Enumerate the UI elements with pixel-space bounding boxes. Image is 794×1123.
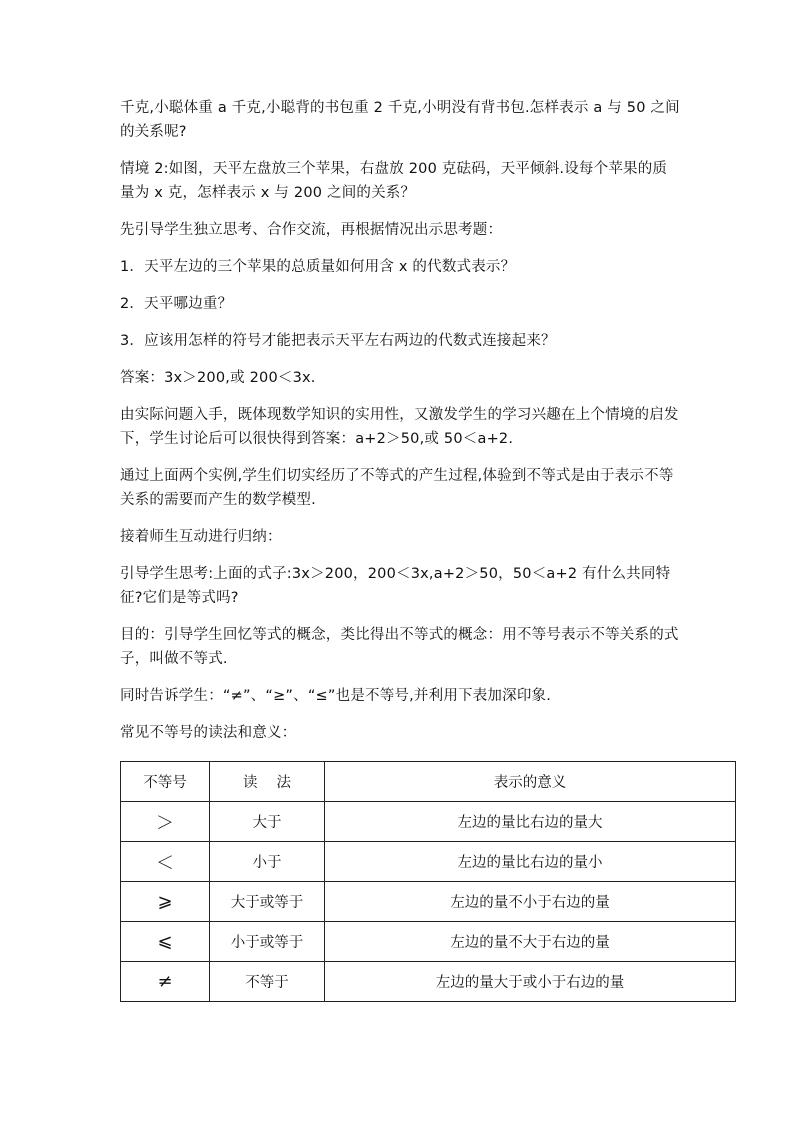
paragraph: 同时告诉学生：“≠”、“≥”、“≤”也是不等号,并利用下表加深印象. <box>120 688 552 704</box>
answer: 答案：3x＞200,或 200＜3x. <box>120 370 316 386</box>
question-1: 1．天平左边的三个苹果的总质量如何用含 x 的代数式表示？ <box>120 259 516 275</box>
meaning-cell: 左边的量大于或小于右边的量 <box>325 962 736 1002</box>
header-symbol: 不等号 <box>121 762 210 802</box>
table-row <box>121 802 736 842</box>
table-caption: 常见不等号的读法和意义： <box>120 725 297 741</box>
question-3: 3．应该用怎样的符号才能把表示天平左右两边的代数式连接起来？ <box>120 333 556 349</box>
table-row <box>121 842 736 882</box>
symbol-cell: ＞ <box>121 802 210 842</box>
header-meaning: 表示的意义 <box>325 762 736 802</box>
reading-cell: 大于 <box>210 802 325 842</box>
paragraph: 接着师生互动进行归纳： <box>120 529 282 545</box>
meaning-cell: 左边的量比右边的量大 <box>325 802 736 842</box>
table-header-row <box>121 762 736 802</box>
symbol-cell: ≠ <box>121 962 210 1002</box>
reading-cell: 小于 <box>210 842 325 882</box>
paragraph: 千克,小聪体重 a 千克,小聪背的书包重 2 千克,小明没有背书包.怎样表示 a 与 50 之间的关系呢? <box>120 100 680 140</box>
table-row <box>121 962 736 1002</box>
symbol-cell: ⩾ <box>121 882 210 922</box>
table-row <box>121 882 736 922</box>
meaning-cell: 左边的量不大于右边的量 <box>325 922 736 962</box>
symbol-cell: ＜ <box>121 842 210 882</box>
paragraph: 情境 2:如图，天平左盘放三个苹果，右盘放 200 克砝码，天平倾斜.设每个苹果的质量为 x 克，怎样表示 x 与 200 之间的关系？ <box>120 161 668 201</box>
reading-cell: 大于或等于 <box>210 882 325 922</box>
meaning-cell: 左边的量比右边的量小 <box>325 842 736 882</box>
paragraph: 先引导学生独立思考、合作交流，再根据情况出示思考题： <box>120 222 503 238</box>
document-body <box>120 96 680 758</box>
reading-cell: 小于或等于 <box>210 922 325 962</box>
question-2: 2．天平哪边重？ <box>120 296 233 312</box>
meaning-cell: 左边的量不小于右边的量 <box>325 882 736 922</box>
reading-cell: 不等于 <box>210 962 325 1002</box>
paragraph: 由实际问题入手，既体现数学知识的实用性，又激发学生的学习兴趣在上个情境的启发下，学生讨论后可以很快得到答案：a+2＞50,或 50＜a+2. <box>120 407 679 447</box>
table-row <box>121 922 736 962</box>
paragraph: 通过上面两个实例,学生们切实经历了不等式的产生过程,体验到不等式是由于表示不等关系的需要而产生的数学模型. <box>120 468 674 508</box>
paragraph: 目的：引导学生回忆等式的概念，类比得出不等式的概念：用不等号表示不等关系的式子，叫做不等式. <box>120 627 679 667</box>
paragraph: 引导学生思考:上面的式子:3x＞200，200＜3x,a+2＞50，50＜a+2 有什么共同特征?它们是等式吗? <box>120 566 671 606</box>
inequality-symbol-table <box>120 761 736 1002</box>
symbol-cell: ⩽ <box>121 922 210 962</box>
header-reading: 读 法 <box>210 762 325 802</box>
